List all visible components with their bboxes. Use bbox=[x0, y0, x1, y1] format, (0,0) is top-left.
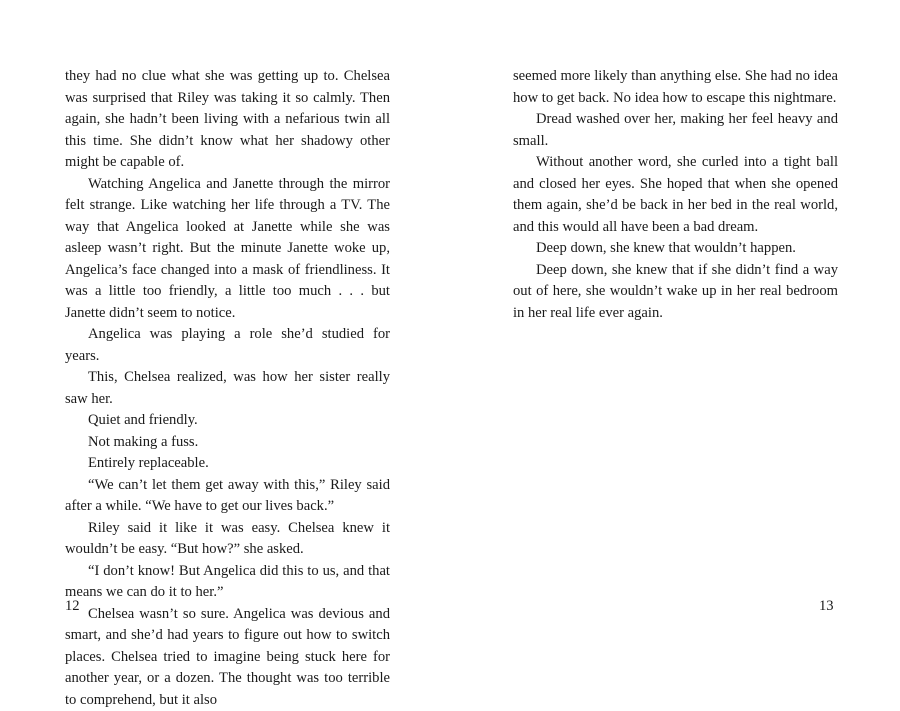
paragraph: they had no clue what she was getting up to. Chelsea was surprised that Riley was taking it so calmly. Then again, she hadn’t been living with a nefarious twin all this time. She didn’t know what her shadowy other might be capable of. bbox=[65, 66, 390, 174]
left-page-text bbox=[65, 66, 390, 711]
paragraph: Deep down, she knew that wouldn’t happen. bbox=[513, 238, 838, 260]
right-page bbox=[450, 0, 900, 645]
paragraph: Deep down, she knew that if she didn’t find a way out of here, she wouldn’t wake up in her real bedroom in her real life ever again. bbox=[513, 260, 838, 325]
right-page-text bbox=[513, 66, 838, 324]
paragraph: This, Chelsea realized, was how her sister really saw her. bbox=[65, 367, 390, 410]
page-number: 13 bbox=[819, 596, 834, 616]
page-number: 12 bbox=[65, 596, 80, 616]
paragraph: Riley said it like it was easy. Chelsea knew it wouldn’t be easy. “But how?” she asked. bbox=[65, 518, 390, 561]
paragraph: Without another word, she curled into a tight ball and closed her eyes. She hoped that when she opened them again, she’d be back in her bed in the real world, and this would all have been a bad dream. bbox=[513, 152, 838, 238]
paragraph: Not making a fuss. bbox=[65, 432, 390, 454]
paragraph: Chelsea wasn’t so sure. Angelica was devious and smart, and she’d had years to figure out how to switch places. Chelsea tried to imagine being stuck here for another year, or a dozen. The thought was too terrible to comprehend, but it also bbox=[65, 604, 390, 711]
paragraph: Angelica was playing a role she’d studied for years. bbox=[65, 324, 390, 367]
paragraph: Entirely replaceable. bbox=[65, 453, 390, 475]
paragraph: “We can’t let them get away with this,” Riley said after a while. “We have to get our lives back.” bbox=[65, 475, 390, 518]
paragraph: “I don’t know! But Angelica did this to us, and that means we can do it to her.” bbox=[65, 561, 390, 604]
paragraph: Watching Angelica and Janette through the mirror felt strange. Like watching her life through a TV. The way that Angelica looked at Janette while she was asleep wasn’t right. But the minute Janette woke up, Angelica’s face changed into a mask of friendliness. It was a little too friendly, a little too much . . . but Janette didn’t seem to notice. bbox=[65, 174, 390, 325]
left-page bbox=[0, 0, 450, 645]
paragraph: Quiet and friendly. bbox=[65, 410, 390, 432]
paragraph: seemed more likely than anything else. She had no idea how to get back. No idea how to escape this nightmare. bbox=[513, 66, 838, 109]
paragraph: Dread washed over her, making her feel heavy and small. bbox=[513, 109, 838, 152]
